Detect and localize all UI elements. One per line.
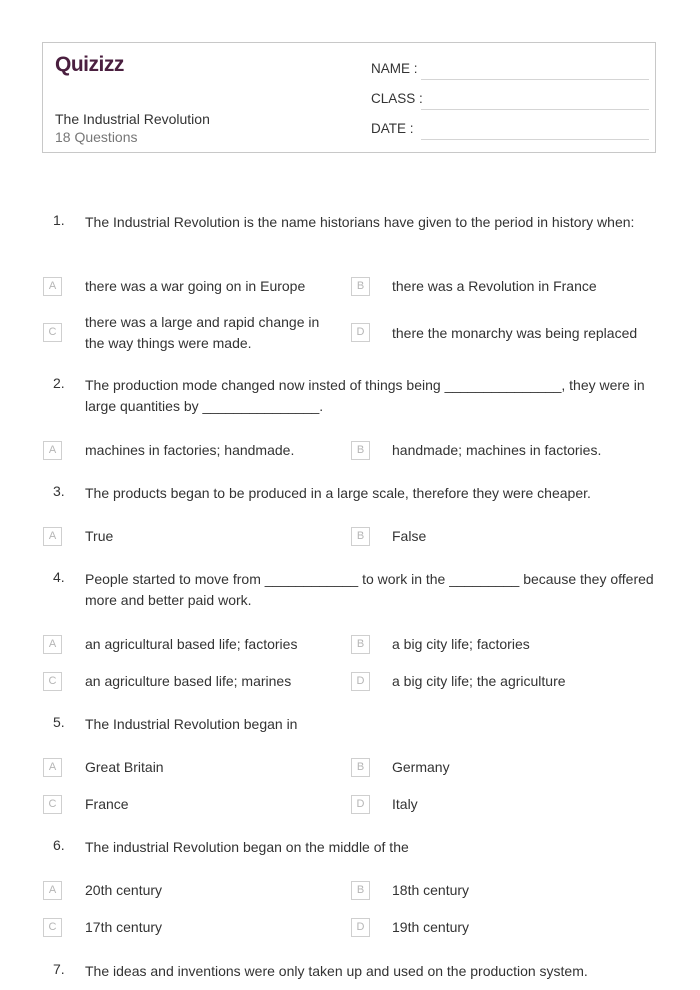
option-text[interactable]: 20th century	[85, 882, 163, 898]
question-text: People started to move from ____________ to work in the _________ because they offered more and better paid work.	[85, 571, 654, 608]
question-number: 4.	[53, 569, 65, 585]
question-text: The ideas and inventions were only taken up and used on the production system.	[85, 963, 588, 979]
question-number: 6.	[53, 837, 65, 853]
question-text: The production mode changed now insted of things being _______________, they were in large quantities by _______________.	[85, 377, 645, 414]
option-letter-b[interactable]: B	[351, 881, 370, 900]
date-line	[421, 139, 649, 140]
option-letter-d[interactable]: D	[351, 672, 370, 691]
option-letter-c[interactable]: C	[43, 918, 62, 937]
option-letter-b[interactable]: B	[351, 527, 370, 546]
question-text: The Industrial Revolution is the name historians have given to the period in history when:	[85, 214, 635, 230]
option-letter-a[interactable]: A	[43, 441, 62, 460]
option-text[interactable]: machines in factories; handmade.	[85, 442, 295, 458]
question-number: 1.	[53, 212, 65, 228]
option-text[interactable]: Germany	[392, 759, 450, 775]
option-letter-c[interactable]: C	[43, 323, 62, 342]
question-text: The products began to be produced in a large scale, therefore they were cheaper.	[85, 485, 591, 501]
option-letter-b[interactable]: B	[351, 441, 370, 460]
question-number: 2.	[53, 375, 65, 391]
option-text[interactable]: there was a war going on in Europe	[85, 278, 306, 294]
option-text[interactable]: a big city life; the agriculture	[392, 673, 566, 689]
class-line	[421, 109, 649, 110]
option-text[interactable]: there was a Revolution in France	[392, 278, 597, 294]
quizizz-logo: Quizizz	[55, 53, 124, 76]
option-text[interactable]: there was a large and rapid change in the way things were made.	[85, 314, 320, 351]
option-text[interactable]: 19th century	[392, 919, 470, 935]
question-count: 18 Questions	[55, 129, 138, 145]
option-letter-b[interactable]: B	[351, 277, 370, 296]
option-letter-a[interactable]: A	[43, 881, 62, 900]
option-text[interactable]: 17th century	[85, 919, 163, 935]
option-letter-d[interactable]: D	[351, 795, 370, 814]
option-letter-c[interactable]: C	[43, 672, 62, 691]
option-letter-d[interactable]: D	[351, 918, 370, 937]
question-text: The industrial Revolution began on the middle of the	[85, 839, 409, 855]
name-label: NAME :	[371, 61, 418, 76]
option-text[interactable]: Italy	[392, 796, 418, 812]
class-label: CLASS :	[371, 91, 423, 106]
worksheet-title: The Industrial Revolution	[55, 111, 210, 127]
option-letter-d[interactable]: D	[351, 323, 370, 342]
option-letter-c[interactable]: C	[43, 795, 62, 814]
option-letter-a[interactable]: A	[43, 758, 62, 777]
question-number: 5.	[53, 714, 65, 730]
option-letter-a[interactable]: A	[43, 527, 62, 546]
name-field[interactable]	[371, 61, 649, 81]
option-letter-a[interactable]: A	[43, 635, 62, 654]
option-text[interactable]: there the monarchy was being replaced	[392, 325, 638, 341]
option-text[interactable]: a big city life; factories	[392, 636, 530, 652]
question-text: The Industrial Revolution began in	[85, 716, 298, 732]
question-number: 3.	[53, 483, 65, 499]
date-label: DATE :	[371, 121, 414, 136]
option-text[interactable]: France	[85, 796, 129, 812]
option-letter-b[interactable]: B	[351, 758, 370, 777]
option-letter-a[interactable]: A	[43, 277, 62, 296]
class-field[interactable]	[371, 91, 649, 111]
option-text[interactable]: False	[392, 528, 427, 544]
option-text[interactable]: True	[85, 528, 114, 544]
option-text[interactable]: Great Britain	[85, 759, 164, 775]
question-number: 7.	[53, 961, 65, 977]
option-text[interactable]: an agricultural based life; factories	[85, 636, 298, 652]
name-line	[421, 79, 649, 80]
option-letter-b[interactable]: B	[351, 635, 370, 654]
worksheet-header	[42, 42, 656, 153]
option-text[interactable]: an agriculture based life; marines	[85, 673, 292, 689]
option-text[interactable]: handmade; machines in factories.	[392, 442, 602, 458]
option-text[interactable]: 18th century	[392, 882, 470, 898]
date-field[interactable]	[371, 121, 649, 141]
